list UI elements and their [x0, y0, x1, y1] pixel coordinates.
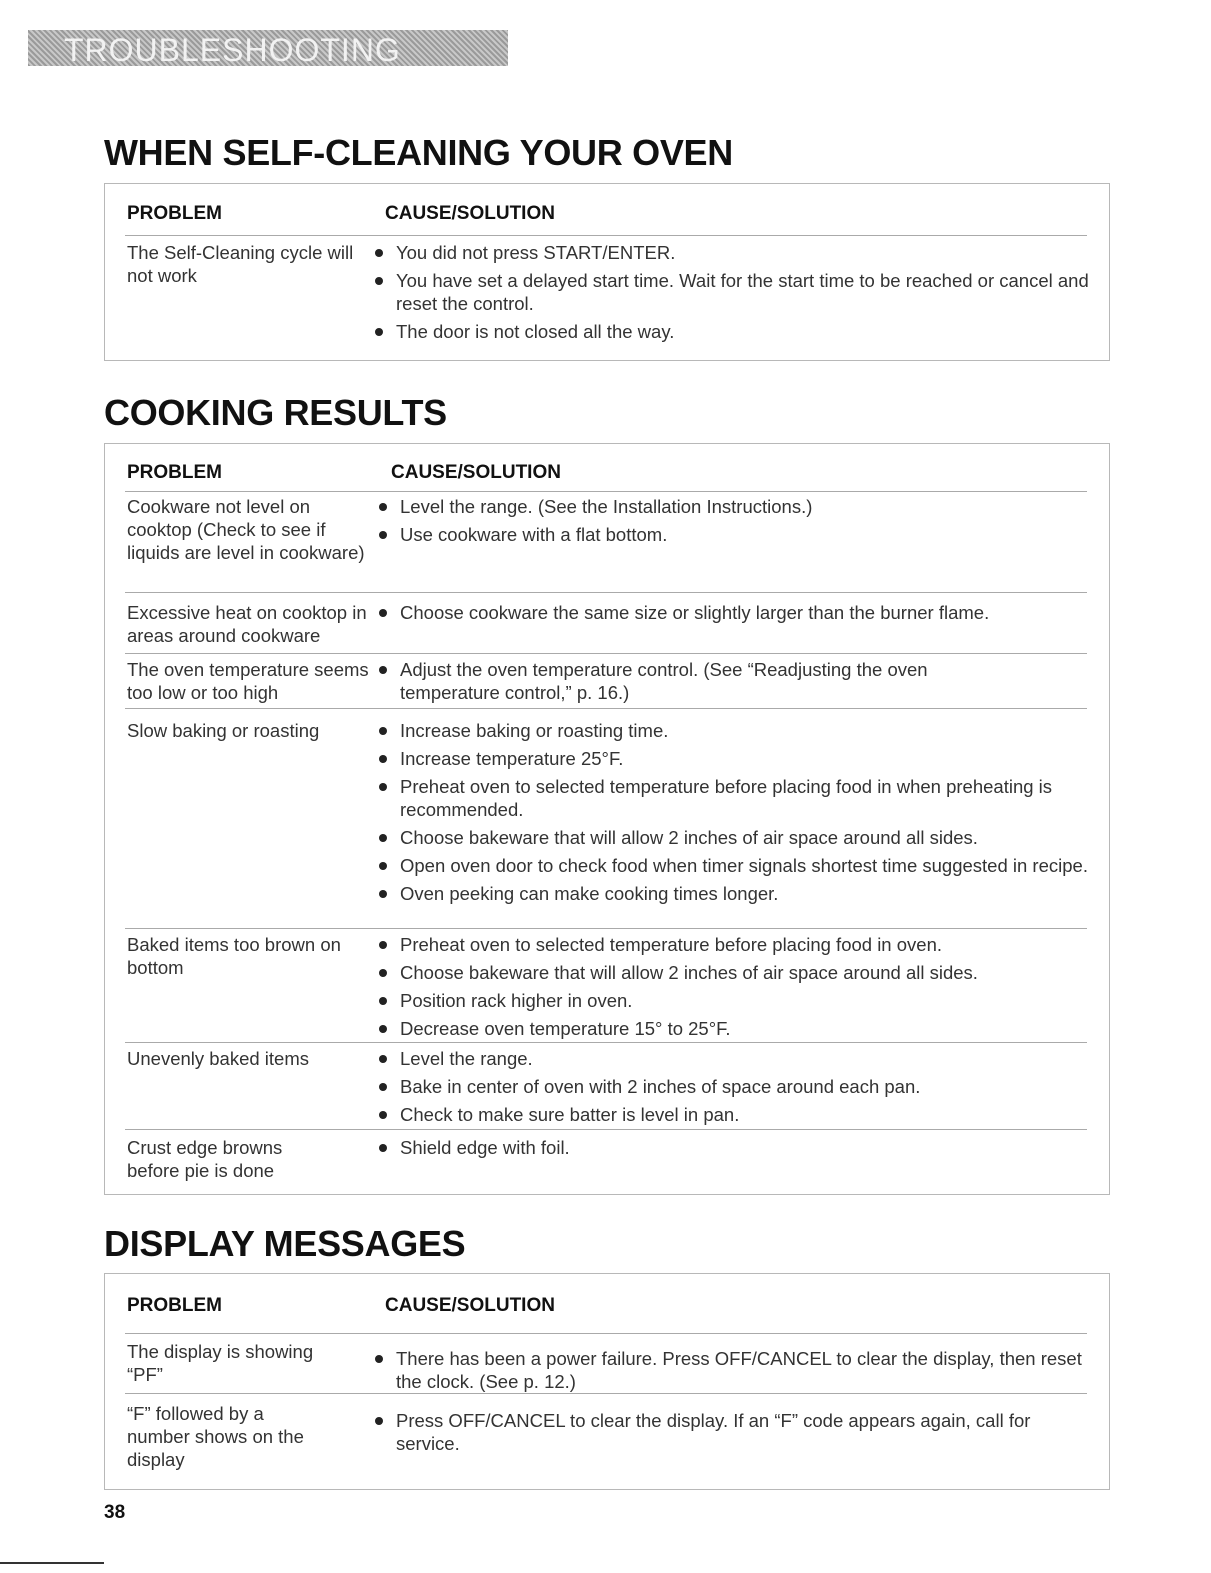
self-cleaning-table [104, 183, 1110, 361]
solution-list [371, 1347, 1093, 1398]
solution-item: Decrease oven temperature 15° to 25°F. [375, 1017, 1093, 1040]
cause-header: CAUSE/SOLUTION [385, 1295, 555, 1316]
problem-cell: Baked items too brown on bottom [127, 934, 341, 978]
banner-text: TROUBLESHOOTING [64, 32, 401, 66]
solution-item: Check to make sure batter is level in pan. [375, 1103, 1093, 1126]
problem-cell: Cookware not level on cooktop (Check to see if liquids are level in cookware) [127, 496, 365, 563]
solution-item: There has been a power failure. Press OFF/CANCEL to clear the display, then reset the clock. (See p. 12.) [371, 1347, 1093, 1393]
problem-cell: Crust edge browns before pie is done [127, 1137, 283, 1181]
problem-header: PROBLEM [127, 462, 222, 483]
problem-cell: Excessive heat on cooktop in areas around cookware [127, 602, 367, 646]
solution-item: Increase temperature 25°F. [375, 747, 1093, 770]
row-rule [125, 1129, 1087, 1130]
solution-item: Bake in center of oven with 2 inches of space around each pan. [375, 1075, 1093, 1098]
solution-item: Oven peeking can make cooking times longer. [375, 882, 1093, 905]
solution-item: Adjust the oven temperature control. (See “Readjusting the oven temperature control,” p. 16.) [375, 658, 1019, 704]
problem-cell: Slow baking or roasting [127, 720, 320, 741]
solution-list [375, 495, 1093, 551]
solution-list [375, 658, 1019, 709]
row-rule [125, 928, 1087, 929]
solution-item: Preheat oven to selected temperature before placing food in oven. [375, 933, 1093, 956]
section-title-display-messages: DISPLAY MESSAGES [104, 1223, 466, 1264]
section-title-self-cleaning: WHEN SELF-CLEANING YOUR OVEN [104, 132, 733, 173]
solution-item: Choose bakeware that will allow 2 inches of air space around all sides. [375, 826, 1093, 849]
header-rule [125, 491, 1087, 492]
solution-item: Open oven door to check food when timer signals shortest time suggested in recipe. [375, 854, 1093, 877]
footer-rule [0, 1562, 104, 1564]
solution-list [375, 1047, 1093, 1131]
display-messages-table [104, 1273, 1110, 1490]
header-rule [125, 235, 1087, 236]
solution-item: Choose bakeware that will allow 2 inches of air space around all sides. [375, 961, 1093, 984]
solution-item: Shield edge with foil. [375, 1136, 1093, 1159]
solution-item: You have set a delayed start time. Wait for the start time to be reached or cancel and reset the control. [371, 269, 1093, 315]
problem-cell: The display is showing “PF” [127, 1341, 314, 1385]
solution-list [371, 1409, 1093, 1460]
solution-item: Level the range. [375, 1047, 1093, 1070]
header-rule [125, 1333, 1087, 1334]
solution-item: Choose cookware the same size or slightly larger than the burner flame. [375, 601, 1093, 624]
solution-list [371, 241, 1093, 348]
cooking-results-table [104, 443, 1110, 1195]
solution-item: Level the range. (See the Installation Instructions.) [375, 495, 1093, 518]
section-title-cooking-results: COOKING RESULTS [104, 392, 447, 433]
solution-item: Press OFF/CANCEL to clear the display. If an “F” code appears again, call for service. [371, 1409, 1093, 1455]
row-rule [125, 653, 1087, 654]
row-rule [125, 708, 1087, 709]
problem-cell: The Self-Cleaning cycle will not work [127, 242, 354, 286]
solution-list [375, 933, 1093, 1045]
solution-item: You did not press START/ENTER. [371, 241, 1093, 264]
solution-list [375, 601, 1093, 629]
problem-cell: The oven temperature seems too low or too high [127, 659, 369, 703]
solution-item: Use cookware with a flat bottom. [375, 523, 1093, 546]
cause-header: CAUSE/SOLUTION [391, 462, 561, 483]
problem-cell: “F” followed by a number shows on the display [127, 1403, 304, 1470]
row-rule [125, 1393, 1087, 1394]
cause-header: CAUSE/SOLUTION [385, 203, 555, 224]
page-number: 38 [104, 1502, 126, 1523]
problem-header: PROBLEM [127, 1295, 222, 1316]
solution-item: Preheat oven to selected temperature before placing food in when preheating is recommended. [375, 775, 1093, 821]
solution-item: The door is not closed all the way. [371, 320, 1093, 343]
solution-item: Increase baking or roasting time. [375, 719, 1093, 742]
solution-list [375, 1136, 1093, 1164]
problem-header: PROBLEM [127, 203, 222, 224]
row-rule [125, 592, 1087, 593]
solution-item: Position rack higher in oven. [375, 989, 1093, 1012]
solution-list [375, 719, 1093, 910]
problem-cell: Unevenly baked items [127, 1048, 310, 1069]
troubleshooting-banner [28, 30, 508, 66]
row-rule [125, 1042, 1087, 1043]
